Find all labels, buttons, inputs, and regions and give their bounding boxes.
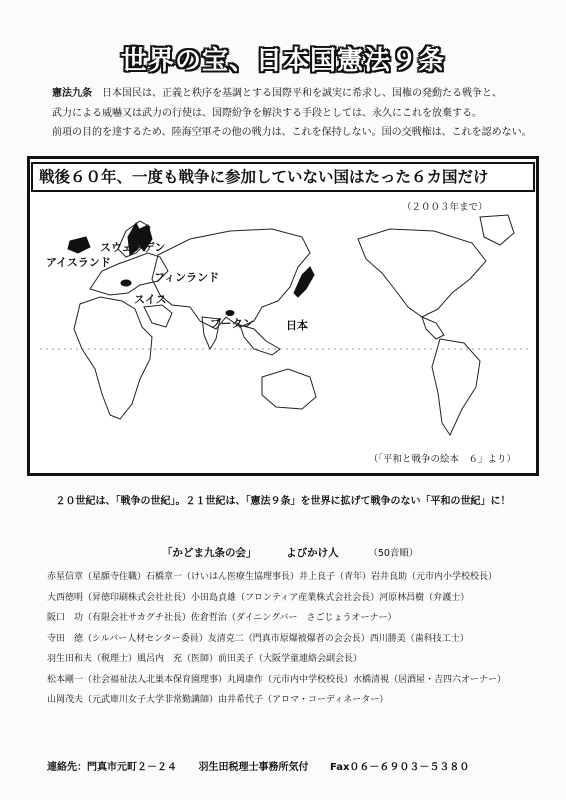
africa-outline bbox=[74, 297, 152, 419]
iceland-shape bbox=[68, 237, 90, 253]
group-name: 「かどま九条の会」 bbox=[162, 547, 257, 559]
label-japan: 日本 bbox=[286, 319, 308, 332]
australia-outline bbox=[262, 369, 316, 409]
world-map-panel bbox=[27, 156, 539, 476]
article-line-2: 武力による威嚇又は武力の行使は、国際紛争を解決する手段としては、永久にこれを放棄する。 bbox=[52, 107, 482, 119]
member-list bbox=[47, 567, 547, 711]
greenland-outline bbox=[480, 215, 514, 245]
member-row: 大西徳明（昇徳印刷株式会社社長）小田島貞雄（フロンティア産業株式会社会長）河原林昌樹（弁護士） bbox=[47, 592, 470, 603]
member-row: 羽生田和夫（税理士）風呂内 充（医師）前田美子（大阪学童連絡会副会長） bbox=[47, 654, 363, 664]
north-america-outline bbox=[358, 229, 486, 317]
contact-office: 羽生田税理士事務所気付 bbox=[198, 762, 309, 773]
page-title: 世界の宝、日本国憲法９条 bbox=[120, 46, 445, 76]
map-source: （「平和と戦争の絵本 ６」より） bbox=[368, 454, 516, 465]
member-row: 山岡茂夫（元武庫川女子大学非常勤講師）由井希代子（アロマ・コーディネーター） bbox=[47, 695, 389, 705]
article-lead: 憲法九条 bbox=[52, 88, 92, 99]
group-title bbox=[162, 545, 444, 560]
south-america-outline bbox=[432, 339, 480, 435]
slogan: ２０世紀は、「戦争の世紀」。２１世紀は、「憲法９条」を世界に拡げて戦争のない「平和の世紀」に！ bbox=[55, 496, 511, 507]
japan-shape bbox=[294, 267, 314, 297]
map-heading: 戦後６０年、一度も戦争に参加していない国はたった６カ国だけ bbox=[31, 162, 535, 192]
middle-east-outline bbox=[144, 305, 172, 327]
article-line-3: 前項の目的を達するため、陸海空軍その他の戦力は、これを保持しない。国の交戦権は、これを認めない。 bbox=[52, 127, 532, 138]
article-line-1: 憲法九条 日本国民は、正義と秩序を基調とする国際平和を誠実に希求し、国権の発動たる戦争と、 bbox=[52, 88, 502, 99]
member-row: 寺田 徳（シルバー人材センター委員）友清克二（門真市原爆被爆者の会会長）西川勝美（歯科技工士） bbox=[47, 633, 469, 644]
article-nine-text bbox=[52, 84, 532, 143]
label-bhutan: ブータン bbox=[210, 317, 254, 330]
label-iceland: アイスランド bbox=[46, 256, 111, 269]
member-row: 阪口 功（有限会社サカグチ社長）佐倉哲治（ダイニングバー さごじょうオーナー） bbox=[47, 613, 397, 623]
group-count: （50音順） bbox=[368, 548, 419, 559]
member-row: 松本剛一（社会福祉法人北巣本保育園理事）丸岡康作（元市内中学校校長）水橋清視（居酒屋・吉四六オーナー） bbox=[47, 674, 507, 685]
contact-info bbox=[47, 758, 487, 773]
contact-address: 連絡先：門真市元町２－２４ bbox=[47, 762, 177, 773]
member-row: 赤星信章（星願寺住職）石橋章一（けいはん医療生協理事長）井上良子（青年）岩井良助（元市内小学校校長） bbox=[47, 572, 498, 582]
switzerland-shape bbox=[121, 280, 131, 286]
contact-fax: Fax０６－６９０３－５３８０ bbox=[329, 762, 470, 773]
label-switzerland: スイス bbox=[134, 293, 167, 306]
central-america-outline bbox=[422, 317, 444, 339]
label-sweden: スウェーデン bbox=[100, 241, 166, 254]
label-finland: フィンランド bbox=[154, 271, 220, 284]
group-role: よびかけ人 bbox=[286, 547, 339, 559]
map-year-note: （２００３年まで） bbox=[402, 202, 488, 213]
